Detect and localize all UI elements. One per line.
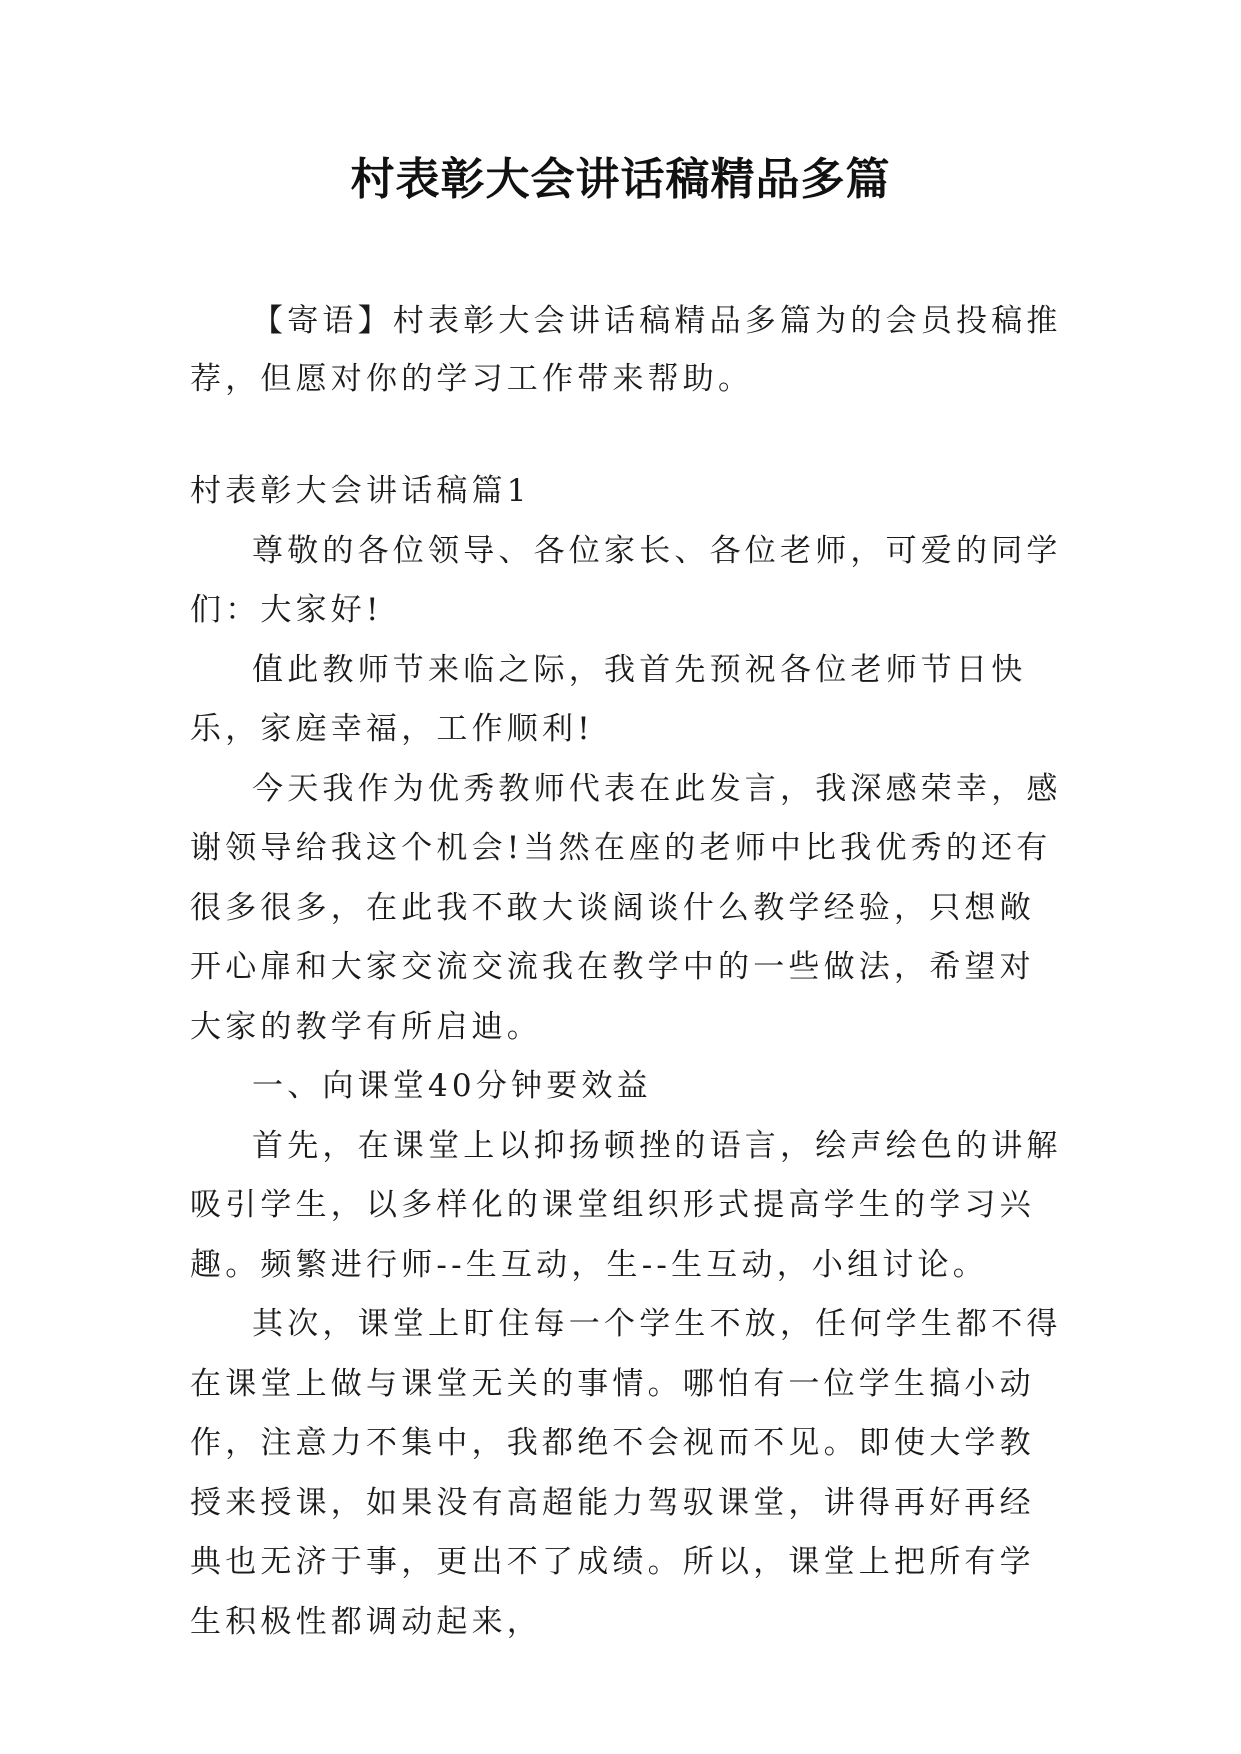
- body-paragraph: 尊敬的各位领导、各位家长、各位老师，可爱的同学们：大家好!: [190, 532, 1062, 628]
- subheading-paragraph: 一、向课堂40分钟要效益: [252, 1068, 652, 1104]
- document-title: 村表彰大会讲话稿精品多篇: [350, 154, 891, 205]
- body-paragraph: 其次，课堂上盯住每一个学生不放，任何学生都不得在课堂上做与课堂无关的事情。哪怕有一位学生搞小动作，注意力不集中，我都绝不会视而不见。即使大学教授来授课，如果没有高超能力驾驭课堂，讲得再好再经典也无济于事，更出不了成绩。所以，课堂上把所有学生积极性都调动起来，: [190, 1306, 1062, 1640]
- intro-paragraph: 【寄语】村表彰大会讲话稿精品多篇为的会员投稿推荐，但愿对你的学习工作带来帮助。: [190, 303, 1062, 397]
- body-paragraph: 首先，在课堂上以抑扬顿挫的语言，绘声绘色的讲解吸引学生，以多样化的课堂组织形式提高学生的学习兴趣。频繁进行师--生互动，生--生互动，小组讨论。: [190, 1127, 1062, 1283]
- section-heading: 村表彰大会讲话稿篇1: [190, 473, 531, 509]
- body-paragraph: 今天我作为优秀教师代表在此发言，我深感荣幸，感谢领导给我这个机会!当然在座的老师中比我优秀的还有很多很多，在此我不敢大谈阔谈什么教学经验，只想敞开心扉和大家交流交流我在教学中的一些做法，希望对大家的教学有所启迪。: [190, 770, 1062, 1045]
- body-paragraph: 值此教师节来临之际，我首先预祝各位老师节日快乐，家庭幸福，工作顺利!: [190, 651, 1027, 747]
- document-body: [190, 462, 1062, 1652]
